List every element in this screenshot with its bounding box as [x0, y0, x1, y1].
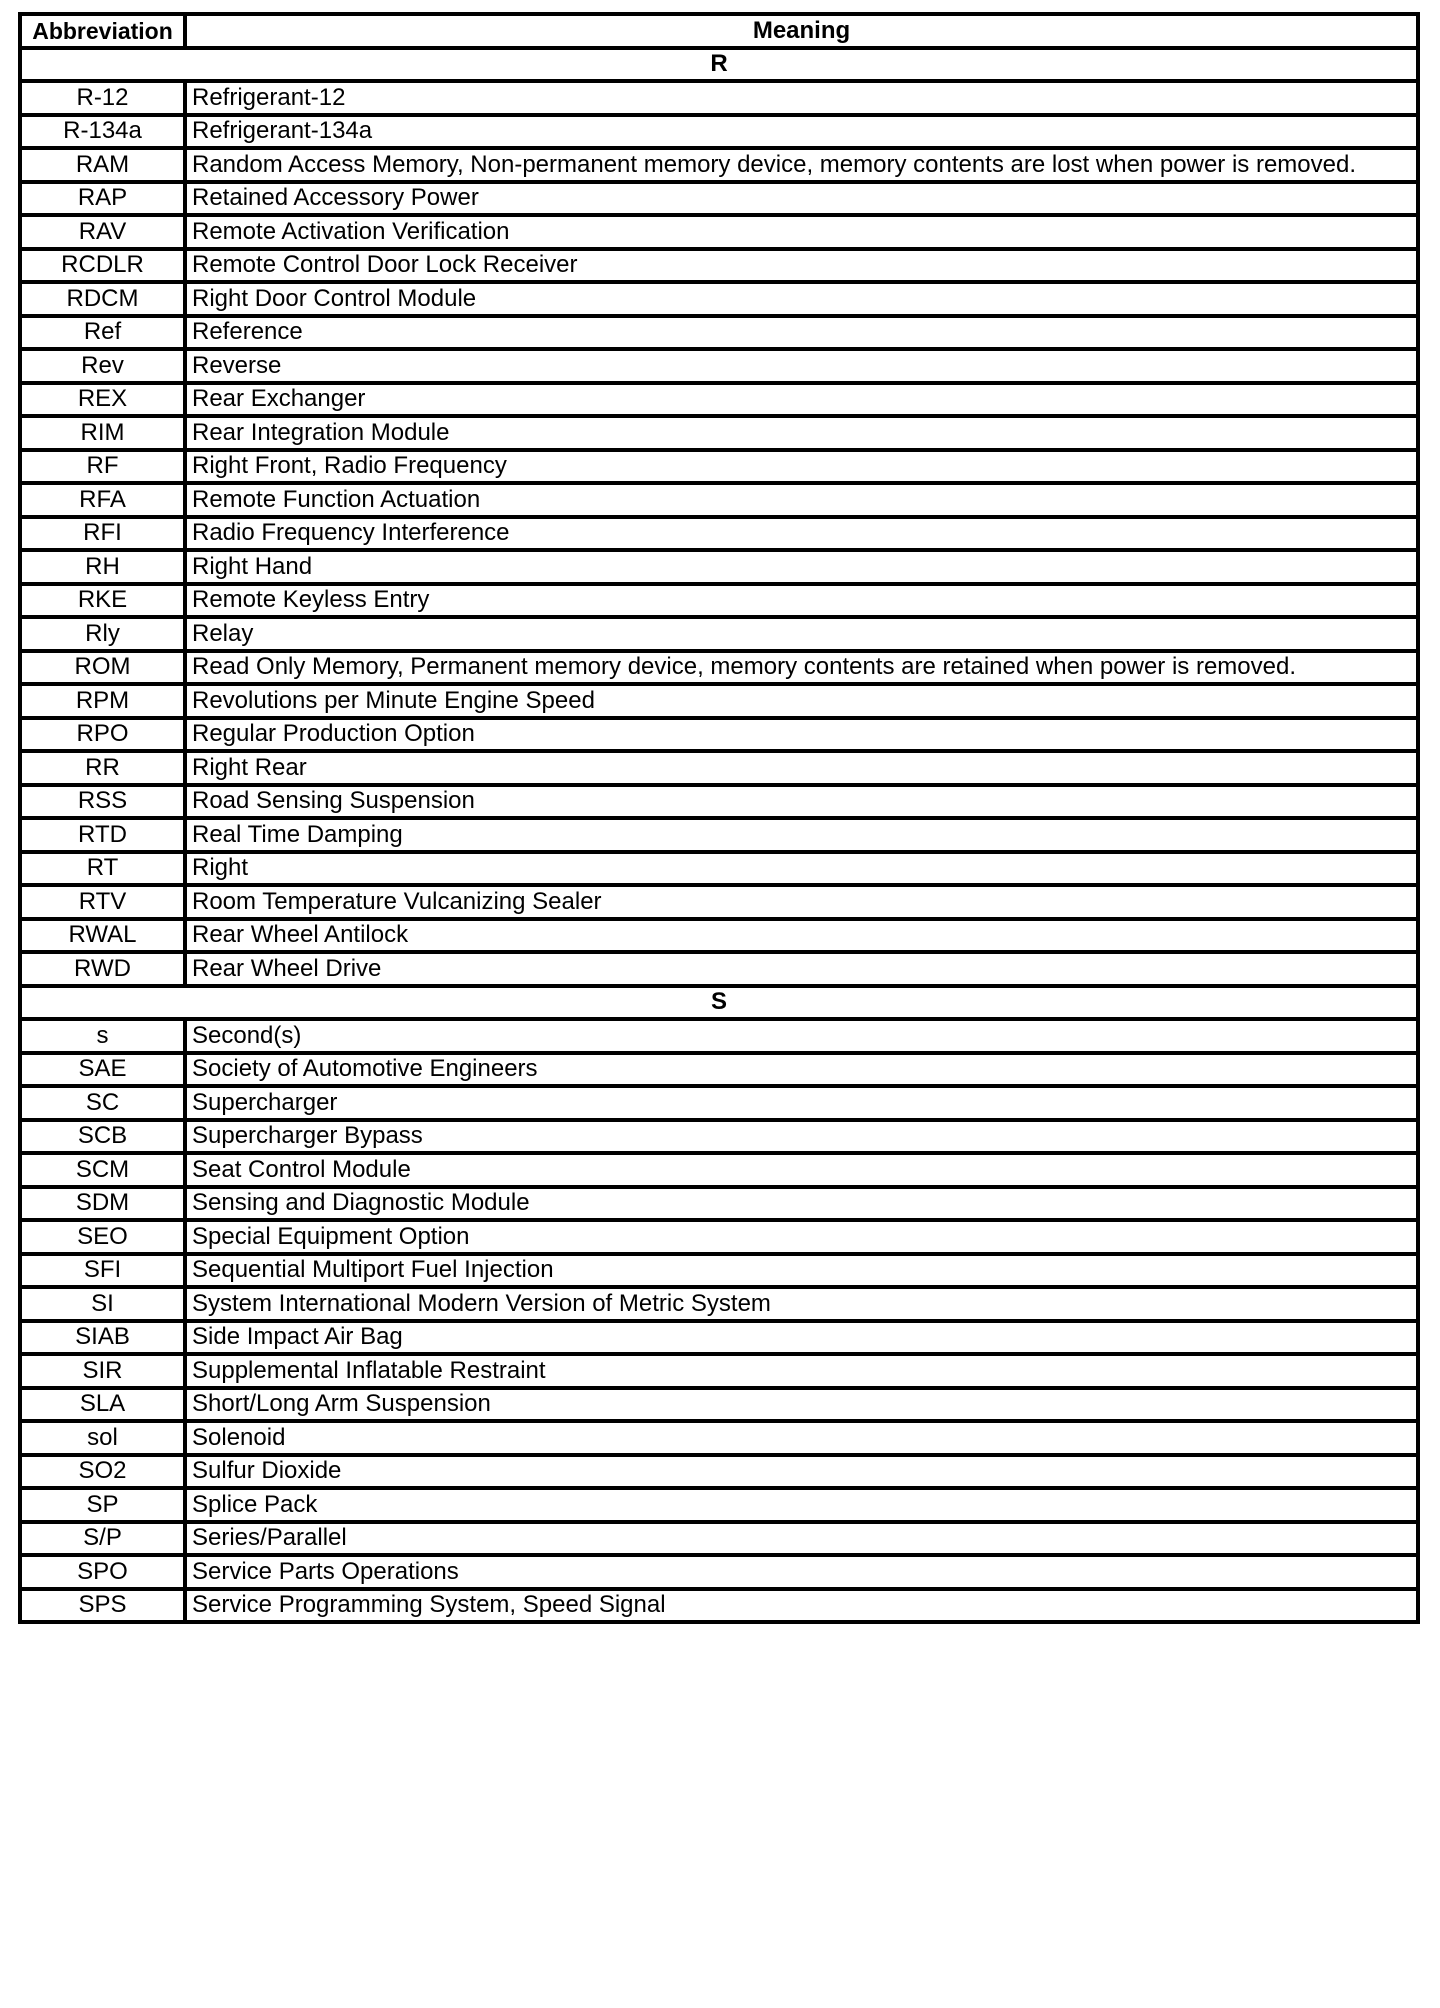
abbreviation-cell: Rly: [20, 617, 185, 651]
table-row: [20, 885, 1418, 919]
meaning-cell: Right Front, Radio Frequency: [185, 450, 1418, 484]
meaning-cell: Sensing and Diagnostic Module: [185, 1187, 1418, 1221]
table-row: [20, 182, 1418, 216]
abbreviation-cell: RKE: [20, 584, 185, 618]
section-header-row: [20, 986, 1418, 1020]
meaning-cell: Supercharger: [185, 1086, 1418, 1120]
meaning-cell: Road Sensing Suspension: [185, 785, 1418, 819]
abbreviation-cell: SCM: [20, 1153, 185, 1187]
abbreviation-cell: RT: [20, 852, 185, 886]
section-header-row: [20, 48, 1418, 82]
abbreviation-cell: Ref: [20, 316, 185, 350]
table-row: [20, 718, 1418, 752]
table-row: [20, 148, 1418, 182]
abbreviation-cell: RAM: [20, 148, 185, 182]
table-row: [20, 483, 1418, 517]
meaning-cell: Refrigerant-134a: [185, 115, 1418, 149]
table-row: [20, 684, 1418, 718]
meaning-cell: Sequential Multiport Fuel Injection: [185, 1254, 1418, 1288]
table-row: [20, 1321, 1418, 1355]
table-row: [20, 1455, 1418, 1489]
meaning-cell: Remote Activation Verification: [185, 215, 1418, 249]
abbreviation-cell: s: [20, 1019, 185, 1053]
meaning-cell: Right Rear: [185, 751, 1418, 785]
meaning-cell: Read Only Memory, Permanent memory device, memory contents are retained when power is removed.: [185, 651, 1418, 685]
table-row: [20, 1120, 1418, 1154]
table-row: [20, 282, 1418, 316]
abbreviation-cell: REX: [20, 383, 185, 417]
meaning-cell: Solenoid: [185, 1421, 1418, 1455]
abbreviation-cell: RIM: [20, 416, 185, 450]
table-row: [20, 1589, 1418, 1623]
meaning-cell: Remote Keyless Entry: [185, 584, 1418, 618]
abbreviation-cell: RPO: [20, 718, 185, 752]
abbreviation-cell: SFI: [20, 1254, 185, 1288]
meaning-cell: Refrigerant-12: [185, 81, 1418, 115]
abbreviation-cell: RPM: [20, 684, 185, 718]
abbreviation-column-header: Abbreviation: [20, 14, 185, 48]
abbreviation-cell: RSS: [20, 785, 185, 819]
table-row: [20, 215, 1418, 249]
abbreviation-cell: RFA: [20, 483, 185, 517]
abbreviation-table: [18, 12, 1420, 1624]
meaning-cell: Seat Control Module: [185, 1153, 1418, 1187]
abbreviation-cell: R-134a: [20, 115, 185, 149]
meaning-cell: Right Hand: [185, 550, 1418, 584]
abbreviation-cell: SIR: [20, 1354, 185, 1388]
meaning-cell: Side Impact Air Bag: [185, 1321, 1418, 1355]
table-row: [20, 1153, 1418, 1187]
abbreviation-cell: S/P: [20, 1522, 185, 1556]
table-row: [20, 751, 1418, 785]
abbreviation-cell: SLA: [20, 1388, 185, 1422]
meaning-cell: Short/Long Arm Suspension: [185, 1388, 1418, 1422]
abbreviation-cell: SAE: [20, 1053, 185, 1087]
table-row: [20, 818, 1418, 852]
meaning-cell: Retained Accessory Power: [185, 182, 1418, 216]
table-row: [20, 450, 1418, 484]
table-row: [20, 1019, 1418, 1053]
abbreviation-cell: SI: [20, 1287, 185, 1321]
abbreviation-cell: RWD: [20, 952, 185, 986]
table-row: [20, 1187, 1418, 1221]
meaning-cell: Splice Pack: [185, 1488, 1418, 1522]
meaning-cell: Reference: [185, 316, 1418, 350]
abbreviation-cell: sol: [20, 1421, 185, 1455]
table-row: [20, 1254, 1418, 1288]
table-row: [20, 349, 1418, 383]
abbreviation-cell: R-12: [20, 81, 185, 115]
abbreviation-cell: Rev: [20, 349, 185, 383]
meaning-cell: Supercharger Bypass: [185, 1120, 1418, 1154]
table-row: [20, 1287, 1418, 1321]
abbreviation-cell: RAP: [20, 182, 185, 216]
meaning-cell: Right: [185, 852, 1418, 886]
abbreviation-cell: SDM: [20, 1187, 185, 1221]
abbreviation-cell: SIAB: [20, 1321, 185, 1355]
table-row: [20, 651, 1418, 685]
table-body: [20, 48, 1418, 1623]
meaning-cell: Second(s): [185, 1019, 1418, 1053]
table-row: [20, 1354, 1418, 1388]
table-row: [20, 1522, 1418, 1556]
meaning-cell: Rear Wheel Drive: [185, 952, 1418, 986]
abbreviation-cell: RR: [20, 751, 185, 785]
table-row: [20, 1421, 1418, 1455]
abbreviation-cell: SC: [20, 1086, 185, 1120]
abbreviation-cell: RDCM: [20, 282, 185, 316]
table-row: [20, 517, 1418, 551]
meaning-cell: Service Programming System, Speed Signal: [185, 1589, 1418, 1623]
meaning-cell: Remote Function Actuation: [185, 483, 1418, 517]
meaning-cell: Service Parts Operations: [185, 1555, 1418, 1589]
abbreviation-cell: RWAL: [20, 919, 185, 953]
table-header-row: [20, 14, 1418, 48]
table-row: [20, 919, 1418, 953]
abbreviation-cell: RTD: [20, 818, 185, 852]
table-row: [20, 852, 1418, 886]
meaning-cell: Real Time Damping: [185, 818, 1418, 852]
meaning-cell: Rear Exchanger: [185, 383, 1418, 417]
abbreviation-cell: RFI: [20, 517, 185, 551]
abbreviation-cell: RCDLR: [20, 249, 185, 283]
meaning-cell: Sulfur Dioxide: [185, 1455, 1418, 1489]
section-letter: S: [20, 986, 1418, 1020]
table-row: [20, 115, 1418, 149]
abbreviation-cell: RH: [20, 550, 185, 584]
meaning-cell: Relay: [185, 617, 1418, 651]
table-row: [20, 1488, 1418, 1522]
abbreviation-cell: ROM: [20, 651, 185, 685]
table-row: [20, 383, 1418, 417]
meaning-cell: Remote Control Door Lock Receiver: [185, 249, 1418, 283]
table-row: [20, 416, 1418, 450]
meaning-cell: Revolutions per Minute Engine Speed: [185, 684, 1418, 718]
abbreviation-cell: SEO: [20, 1220, 185, 1254]
meaning-cell: Rear Integration Module: [185, 416, 1418, 450]
table-row: [20, 249, 1418, 283]
meaning-cell: Random Access Memory, Non-permanent memory device, memory contents are lost when power is removed.: [185, 148, 1418, 182]
meaning-cell: Supplemental Inflatable Restraint: [185, 1354, 1418, 1388]
table-row: [20, 1053, 1418, 1087]
abbreviation-cell: SCB: [20, 1120, 185, 1154]
abbreviation-cell: SP: [20, 1488, 185, 1522]
table-row: [20, 1086, 1418, 1120]
table-row: [20, 1555, 1418, 1589]
meaning-cell: Regular Production Option: [185, 718, 1418, 752]
abbreviation-cell: RAV: [20, 215, 185, 249]
meaning-cell: Reverse: [185, 349, 1418, 383]
meaning-cell: System International Modern Version of Metric System: [185, 1287, 1418, 1321]
abbreviation-cell: SPO: [20, 1555, 185, 1589]
table-row: [20, 1388, 1418, 1422]
meaning-column-header: Meaning: [185, 14, 1418, 48]
meaning-cell: Right Door Control Module: [185, 282, 1418, 316]
meaning-cell: Room Temperature Vulcanizing Sealer: [185, 885, 1418, 919]
meaning-cell: Series/Parallel: [185, 1522, 1418, 1556]
abbreviation-cell: SO2: [20, 1455, 185, 1489]
meaning-cell: Special Equipment Option: [185, 1220, 1418, 1254]
meaning-cell: Radio Frequency Interference: [185, 517, 1418, 551]
table-row: [20, 617, 1418, 651]
table-row: [20, 785, 1418, 819]
section-letter: R: [20, 48, 1418, 82]
meaning-cell: Rear Wheel Antilock: [185, 919, 1418, 953]
abbreviation-cell: RTV: [20, 885, 185, 919]
table-row: [20, 81, 1418, 115]
table-row: [20, 584, 1418, 618]
table-row: [20, 1220, 1418, 1254]
table-row: [20, 550, 1418, 584]
meaning-cell: Society of Automotive Engineers: [185, 1053, 1418, 1087]
table-row: [20, 316, 1418, 350]
table-row: [20, 952, 1418, 986]
abbreviation-cell: RF: [20, 450, 185, 484]
abbreviation-cell: SPS: [20, 1589, 185, 1623]
